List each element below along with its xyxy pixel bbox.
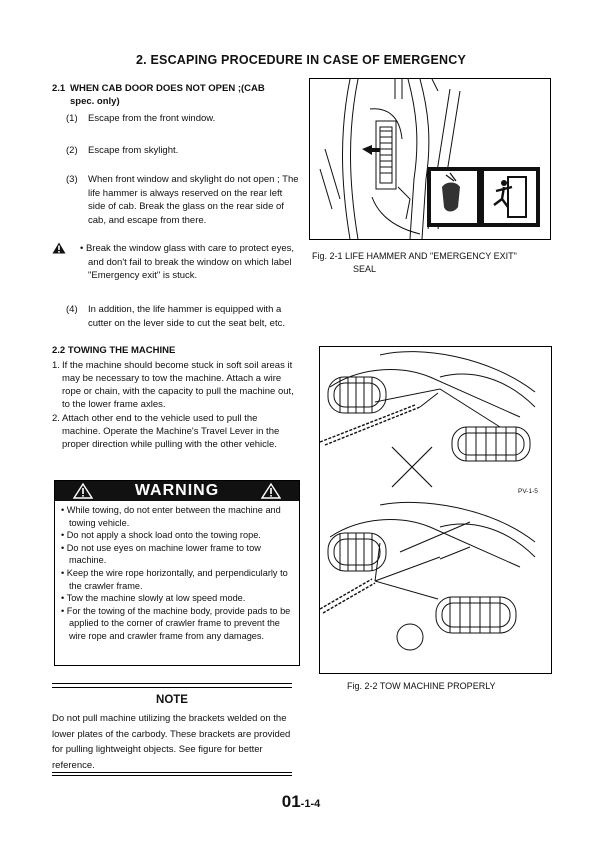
page-number-major: 01 (281, 792, 301, 811)
list-item (52, 144, 302, 158)
list-item (52, 359, 298, 411)
warning-item: • Do not use eyes on machine lower frame to tow machine. (61, 542, 261, 566)
list-item (52, 303, 302, 330)
divider (52, 775, 292, 776)
item-number: (4) (66, 304, 78, 315)
figure-2-2-caption: Fig. 2-2 TOW MACHINE PROPERLY (347, 681, 496, 691)
page-number (0, 792, 602, 812)
figure-tow-machine (319, 346, 552, 674)
list-item (52, 412, 298, 451)
life-hammer-illustration (310, 79, 550, 239)
figure-life-hammer (309, 78, 551, 240)
item-number: (3) (66, 174, 78, 185)
figure-2-1-caption (312, 250, 552, 276)
warning-header (55, 481, 299, 501)
divider (52, 683, 292, 684)
heading-line-2: spec. only) (70, 96, 120, 107)
caption-line-2: SEAL (353, 264, 377, 274)
list-item (52, 173, 302, 227)
item-text: When front window and skylight do not open ; The life hammer is always reserved on the rear left side of cab. Break the glass on the rear side of cab, and escape from there. (88, 174, 299, 226)
warning-item: • Keep the wire rope horizontally, and perpendicularly to the crawler frame. (61, 567, 288, 591)
caption-line-1: Fig. 2-1 LIFE HAMMER AND "EMERGENCY EXIT" (312, 251, 517, 261)
warning-triangle-icon (261, 483, 281, 499)
warning-item: • Do not apply a shock load onto the towing rope. (61, 530, 261, 541)
caution-note (52, 242, 304, 283)
warning-item: • For the towing of the machine body, provide pads to be applied to the corner of crawler frame to prevent the wire rope and crawler frame from any damages. (61, 605, 291, 641)
item-text: In addition, the life hammer is equipped with a cutter on the lever side to cut the seat belt, etc. (88, 304, 285, 329)
item-number: 2. (52, 413, 60, 424)
item-number: (1) (66, 113, 78, 124)
heading-line-1: WHEN CAB DOOR DOES NOT OPEN ;(CAB (70, 83, 265, 94)
list-item (52, 112, 302, 126)
item-text: If the machine should become stuck in soft soil areas it may be necessary to tow the machine. Attach a wire rope or chain, with the capacity to pull the machine out, to the lower frame axles. (62, 360, 294, 410)
item-text: Attach other end to the vehicle used to pull the machine. Operate the Machine's Travel Lever in the proper direction while pulling with the other vehicle. (62, 413, 280, 450)
subsection-number: 2.1 (52, 83, 66, 94)
page-number-minor: -1-4 (300, 798, 321, 810)
subsection-heading-2-1 (52, 82, 300, 108)
note-text: Do not pull machine utilizing the brackets welded on the lower plates of the carbody. These brackets are provided for pulling lightweight objects. See figure for better reference. (52, 713, 291, 771)
caution-text: • Break the window glass with care to protect eyes, and don't fail to break the window on which label "Emergency exit" is stuck. (80, 243, 295, 281)
item-number: 1. (52, 360, 60, 371)
warning-box (54, 480, 300, 666)
subsection-heading-2-2: 2.2 TOWING THE MACHINE (52, 345, 176, 356)
divider (52, 687, 292, 688)
warning-item: • While towing, do not enter between the machine and towing vehicle. (61, 505, 281, 528)
section-title: 2. ESCAPING PROCEDURE IN CASE OF EMERGENCY (136, 53, 466, 67)
item-number: (2) (66, 145, 78, 156)
caution-triangle-icon (52, 242, 66, 254)
warning-list (55, 501, 299, 643)
warning-item: • Tow the machine slowly at low speed mode. (61, 593, 246, 604)
item-text: Escape from the front window. (88, 113, 216, 124)
tow-machine-illustration (320, 347, 551, 673)
note-title: NOTE (156, 694, 188, 706)
item-text: Escape from skylight. (88, 145, 179, 156)
figure-label: PV-1-5 (518, 488, 538, 495)
divider (52, 772, 292, 773)
warning-title: WARNING (134, 482, 220, 499)
